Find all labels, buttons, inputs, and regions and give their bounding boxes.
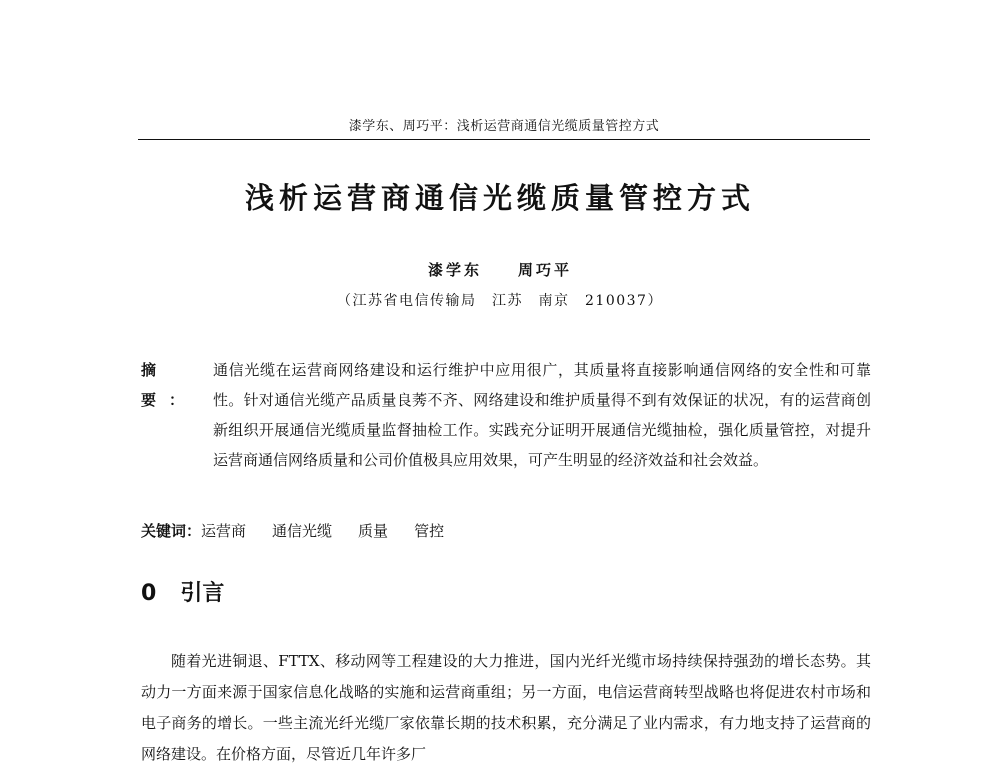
author-name: 漆学东	[427, 261, 482, 279]
keywords	[141, 516, 871, 546]
abstract-text: 通信光缆在运营商网络建设和运行维护中应用很广，其质量将直接影响通信网络的安全性和可靠性。针对通信光缆产品质量良莠不齐、网络建设和维护质量得不到有效保证的状况，有的运营商创新组织开展通信光缆质量监督抽检工作。实践充分证明开展通信光缆抽检，强化质量管控，对提升运营商通信网络质量和公司价值极具应用效果，可产生明显的经济效益和社会效益。	[213, 361, 871, 469]
header-rule	[138, 139, 870, 140]
section-heading	[141, 578, 224, 610]
abstract-label: 摘要：	[141, 361, 198, 409]
paper-title: 浅析运营商通信光缆质量管控方式	[244, 181, 755, 215]
keyword: 通信光缆	[272, 522, 333, 540]
keyword: 质量	[358, 522, 389, 540]
keywords-label: 关键词：	[141, 522, 202, 540]
author-name: 周巧平	[518, 261, 573, 279]
section-number: 0	[141, 581, 157, 606]
body-paragraph: 随着光进铜退、FTTX、移动网等工程建设的大力推进，国内光纤光缆市场持续保持强劲的增长态势。其动力一方面来源于国家信息化战略的实施和运营商重组；另一方面，电信运营商转型战略也将促进农村市场和电子商务的增长。一些主流光纤光缆厂家依靠长期的技术积累，充分满足了业内需求，有力地支持了运营商的网络建设。在价格方面，尽管近几年许多厂	[141, 652, 871, 763]
running-header: 漆学东、周巧平：浅析运营商通信光缆质量管控方式	[348, 119, 660, 134]
authors	[0, 259, 1000, 281]
section-title: 引言	[180, 581, 225, 606]
affiliation: （江苏省电信传输局 江苏 南京 210037）	[337, 293, 663, 309]
keyword: 运营商	[201, 522, 247, 540]
keyword: 管控	[414, 522, 445, 540]
